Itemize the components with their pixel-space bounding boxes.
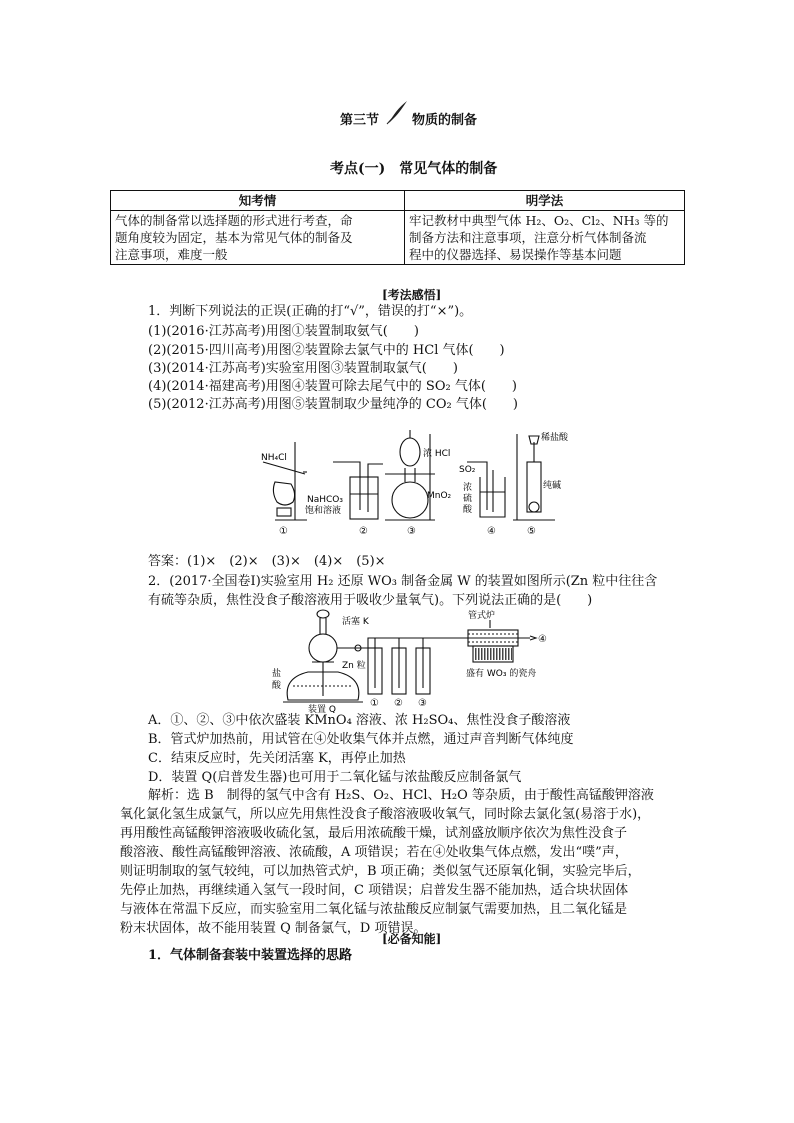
fig1-label-hcl: 浓 HCl [423,449,451,459]
q2-option-b: B．管式炉加热前，用试管在④处收集气体并点燃，通过声音判断气体纯度 [148,732,574,747]
fig2-label-acid2: 酸 [272,681,282,691]
fig2-label-furnace: 管式炉 [468,611,496,621]
col1-text: 气体的制备常以选择题的形式进行考查，命 题角度较为固定，基本为常见气体的制备及 注意事项，难度一般 [111,211,405,265]
fig1-num-4: ④ [487,526,496,537]
fig1-num-5: ⑤ [527,526,536,537]
fig1-label-dilhcl: 稀盐酸 [541,433,569,443]
analysis-line-6: 先停止加热，再继续通入氢气一段时间，C 项错误；启普发生器不能加热，适合块状固体 [120,883,629,898]
info-table [110,190,685,265]
fig1-label-conc1: 浓 [463,483,473,493]
topic-heading: 考点(一) 常见气体的制备 [330,161,498,177]
col2-header: 明学法 [405,191,685,211]
section2-title: [必备知能] [382,932,442,946]
fig2-label-acid1: 盐 [272,669,282,679]
fig1-label-so2: SO₂ [459,465,476,475]
fig2-num-1: ① [370,698,379,709]
section2-item-1: 1．气体制备套装中装置选择的思路 [148,948,353,963]
feather-icon [385,99,409,125]
fig1-label-conc3: 酸 [463,505,473,515]
fig2-num-4: ④ [538,634,547,645]
section-title: 物质的制备 [412,113,478,128]
col1-header: 知考情 [111,191,405,211]
fig1-num-1: ① [279,526,288,537]
analysis-line-3: 再用酸性高锰酸钾溶液吸收硫化氢，最后用浓硫酸干燥，试剂盛放顺序依次为焦性没食子 [120,826,628,841]
fig1-label-saturated: 饱和溶液 [305,506,342,516]
col2-text: 牢记教材中典型气体 H₂、O₂、Cl₂、NH₃ 等的 制备方法和注意事项，注意分析气体制备流 程中的仪器选择、易误操作等基本问题 [405,211,685,265]
q2-option-d: D．装置 Q(启普发生器)也可用于二氧化锰与浓盐酸反应制备氯气 [148,770,522,785]
fig1-num-3: ③ [407,526,416,537]
q2-stem-line1: 2．(2017·全国卷Ⅰ)实验室用 H₂ 还原 WO₃ 制备金属 W 的装置如图所示(Zn 粒中往往含 [148,574,658,589]
analysis-line-1: 解析：选 B 制得的氢气中含有 H₂S、O₂、HCl、H₂O 等杂质，由于酸性高锰酸钾溶液 [148,788,654,803]
q1-item-4: (4)(2014·福建高考)用图④装置可除去尾气中的 SO₂ 气体( ) [148,379,517,394]
fig2-label-valve: 活塞 K [342,617,369,627]
q1-item-5: (5)(2012·江苏高考)用图⑤装置制取少量纯净的 CO₂ 气体( ) [148,397,518,412]
fig1-num-2: ② [359,526,368,537]
figure-1-apparatus [255,422,569,540]
q1-item-3: (3)(2014·江苏高考)实验室用图③装置制取氯气( ) [148,361,458,376]
analysis-line-5: 则证明制取的氢气较纯，可以加热管式炉，B 项正确；类似氢气还原氧化铜，实验完毕后， [120,864,641,879]
fig1-label-mno2: MnO₂ [427,491,452,501]
q2-stem-line2: 有硫等杂质，焦性没食子酸溶液用于吸收少量氧气)。下列说法正确的是( ) [148,593,593,608]
fig1-label-nh4cl: NH₄Cl [261,453,287,463]
fig2-num-3: ③ [418,698,427,709]
analysis-line-2: 氧化氯化氢生成氯气，所以应先用焦性没食子酸溶液吸收氧气，同时除去氯化氢(易溶于水)， [120,807,651,822]
analysis-line-7: 与液体在常温下反应，而实验室用二氧化锰与浓盐酸反应制氯气需要加热，且二氧化锰是 [120,902,628,917]
fig2-num-2: ② [394,698,403,709]
q2-option-c: C．结束反应时，先关闭活塞 K，再停止加热 [148,751,406,766]
fig1-label-nahco3: NaHCO₃ [307,495,343,505]
analysis-line-4: 酸溶液、酸性高锰酸钾溶液、浓硫酸，A 项错误；若在④处收集气体点燃，发出“噗”声， [120,845,628,860]
q2-option-a: A．①、②、③中依次盛装 KMnO₄ 溶液、浓 H₂SO₄、焦性没食子酸溶液 [148,713,571,728]
analysis-line-8: 粉末状固体，故不能用装置 Q 制备氯气，D 项错误。 [120,921,427,936]
q1-item-1: (1)(2016·江苏高考)用图①装置制取氨气( ) [148,324,419,339]
fig1-label-soda: 纯碱 [543,481,562,491]
fig2-label-boat: 盛有 WO₃ 的瓷舟 [466,669,537,679]
fig1-label-conc2: 硫 [463,494,473,504]
q1-stem: 1．判断下列说法的正误(正确的打“√”，错误的打“×”)。 [148,304,473,319]
figure-2-apparatus [268,608,558,715]
fig2-label-zn: Zn 粒 [342,661,366,671]
section-number: 第三节 [340,113,380,128]
section1-title: [考法感悟] [382,288,442,302]
q1-item-2: (2)(2015·四川高考)用图②装置除去氯气中的 HCl 气体( ) [148,343,505,358]
q1-answer: 答案：(1)× (2)× (3)× (4)× (5)× [148,554,386,569]
fig2-label-device: 装置 Q [308,705,336,715]
